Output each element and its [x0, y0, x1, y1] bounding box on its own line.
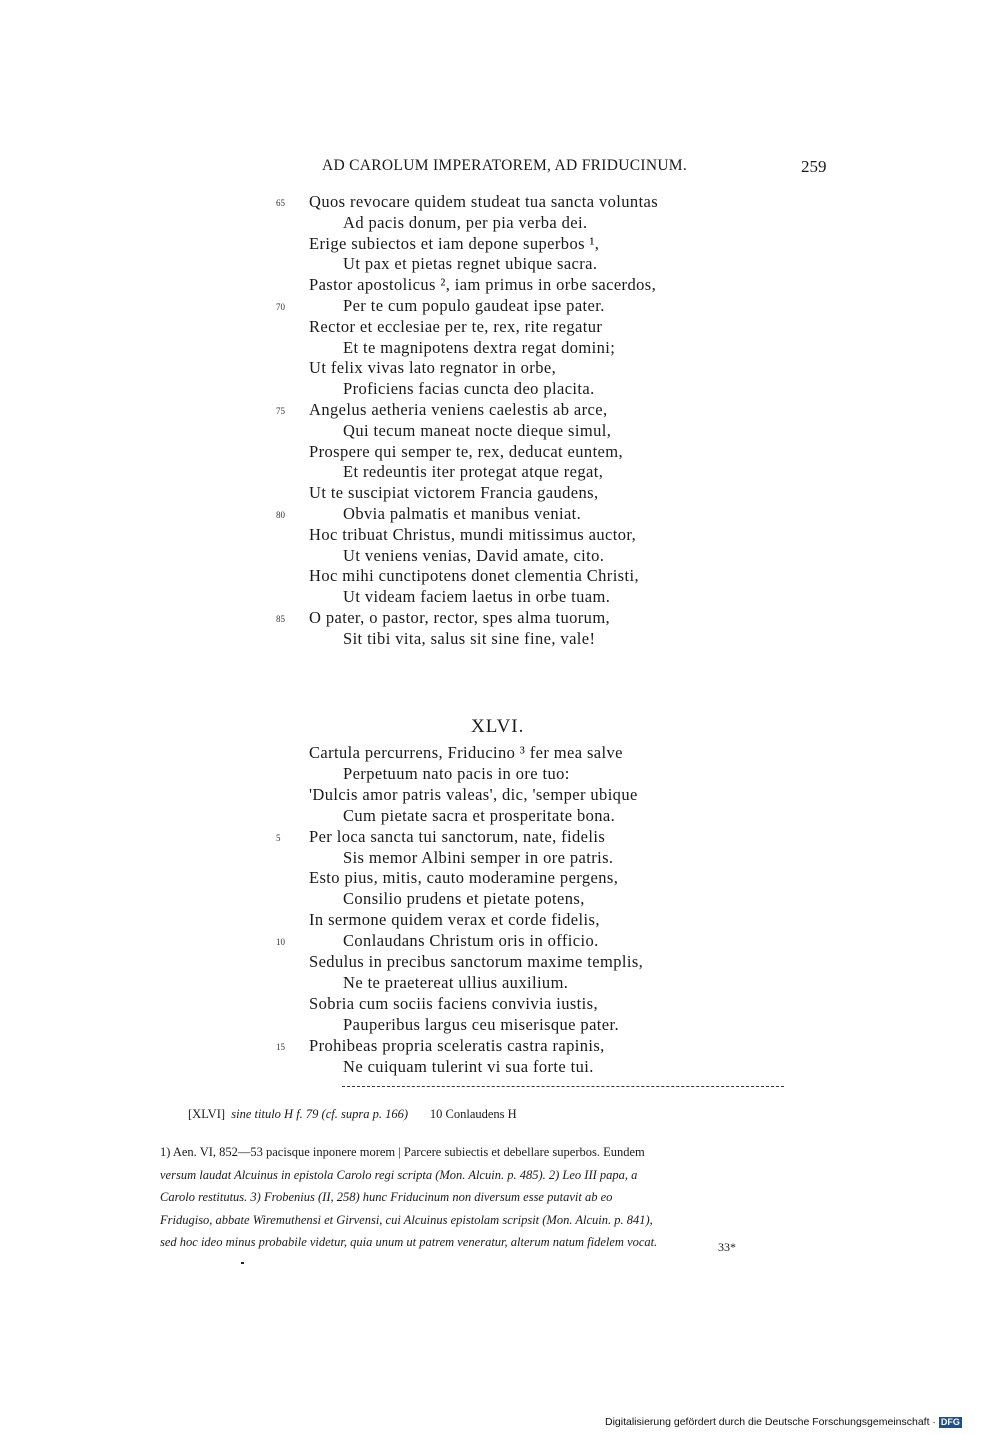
page-number: 259 — [801, 157, 827, 176]
verse-line: Pastor apostolicus ², iam primus in orbe sacerdos, — [309, 275, 657, 295]
line-number: 5 — [276, 832, 281, 843]
footnote-line: Carolo restitutus. 3) Frobenius (II, 258) hunc Friducinum non diversum esse putavit ab eo — [160, 1190, 613, 1204]
verse-line: Et te magnipotens dextra regat domini; — [343, 337, 616, 357]
verse-line: Et redeuntis iter protegat atque regat, — [343, 462, 604, 482]
verse-line: In sermone quidem verax et corde fidelis, — [309, 910, 600, 930]
verse-line: Ut felix vivas lato regnator in orbe, — [309, 358, 557, 378]
footnote-line: Fridugiso, abbate Wiremuthensi et Girvensi, cui Alcuinus epistolam scripsit (Mon. Alcuin. p. 841), — [160, 1212, 653, 1227]
running-header-title: AD CAROLUM IMPERATOREM, AD FRIDUCINUM. — [322, 157, 688, 174]
verse-line: Perpetuum nato pacis in ore tuo: — [343, 763, 570, 783]
verse-line: Ad pacis donum, per pia verba dei. — [343, 212, 588, 232]
verse-line: Rector et ecclesiae per te, rex, rite regatur — [309, 316, 603, 336]
verse-line: Esto pius, mitis, cauto moderamine pergens, — [309, 868, 619, 888]
footnote-line: versum laudat Alcuinus in epistola Carolo regi scripta (Mon. Alcuin. p. 485). 2) Leo III papa, a — [160, 1167, 638, 1182]
line-number: 80 — [276, 510, 285, 520]
verse-line: Ut videam faciem laetus in orbe tuam. — [343, 587, 611, 607]
verse-line: 'Dulcis amor patris valeas', dic, 'semper ubique — [309, 784, 638, 804]
footnote-line: 1) Aen. VI, 852—53 pacisque inponere morem | Parcere subiectis et debellare superbos. Eundem — [160, 1145, 645, 1159]
dfg-logo: DFG — [940, 1416, 960, 1427]
verse-line: Per te cum populo gaudeat ipse pater. — [343, 296, 605, 315]
verse-line: Hoc tribuat Christus, mundi mitissimus auctor, — [309, 524, 637, 544]
poem-title: XLVI. — [471, 716, 525, 737]
verse-line: Sobria cum sociis faciens convivia iustis, — [309, 993, 599, 1013]
critical-apparatus — [188, 1107, 517, 1122]
verse-line: Obvia palmatis et manibus veniat. — [343, 504, 582, 523]
line-number: 65 — [276, 198, 285, 208]
line-number: 75 — [276, 406, 285, 416]
verse-line: Quos revocare quidem studeat tua sancta voluntas — [309, 192, 659, 211]
verse-line: Prospere qui semper te, rex, deducat euntem, — [309, 441, 624, 461]
verse-line: Proficiens facias cuncta deo placita. — [343, 379, 595, 399]
verse-line: Ut te suscipiat victorem Francia gaudens, — [309, 483, 599, 503]
footnote-line: sed hoc ideo minus probabile videtur, quia unum ut patrem veneratur, alterum natum fidelem vocat. — [160, 1235, 658, 1249]
verse-line: Sit tibi vita, salus sit sine fine, vale! — [343, 628, 596, 648]
verse-line: Qui tecum maneat nocte dieque simul, — [343, 420, 612, 440]
verse-line: Sis memor Albini semper in ore patris. — [343, 847, 614, 867]
line-number: 10 — [276, 937, 285, 948]
verse-line: Ut pax et pietas regnet ubique sacra. — [343, 254, 598, 274]
funding-credit — [605, 1416, 962, 1428]
footnote-divider — [342, 1086, 784, 1087]
verse-line: Prohibeas propria sceleratis castra rapinis, — [309, 1035, 605, 1055]
verse-line: Cum pietate sacra et prosperitate bona. — [343, 805, 616, 825]
verse-line: Erige subiectos et iam depone superbos ¹, — [309, 233, 600, 253]
print-mark — [241, 1262, 244, 1264]
funding-text: Digitalisierung gefördert durch die Deutsche Forschungsgemeinschaft · — [605, 1416, 936, 1428]
verse-line: Pauperibus largus ceu miserisque pater. — [343, 1014, 620, 1034]
footnotes — [160, 1141, 828, 1254]
apparatus-variant-note: 10 Conlaudens H — [429, 1107, 517, 1121]
line-number: 15 — [276, 1041, 285, 1052]
verse-line: Ne cuiquam tulerint vi sua forte tui. — [343, 1056, 594, 1076]
verse-line: Consilio prudens et pietate potens, — [343, 889, 585, 909]
verse-line: Ne te praetereat ullius auxilium. — [343, 972, 569, 992]
verse-line: Cartula percurrens, Friducino ³ fer mea salve — [309, 743, 623, 762]
verse-line: Angelus aetheria veniens caelestis ab arce, — [309, 400, 608, 419]
verse-line: Hoc mihi cunctipotens donet clementia Christi, — [309, 566, 639, 586]
verse-line: O pater, o pastor, rector, spes alma tuorum, — [309, 608, 611, 627]
apparatus-source-note: sine titulo H f. 79 (cf. supra p. 166) — [231, 1107, 409, 1121]
verse-line: Conlaudans Christum oris in officio. — [343, 931, 599, 951]
apparatus-siglum: [XLVI] — [188, 1107, 226, 1121]
line-number: 85 — [276, 614, 285, 624]
line-number: 70 — [276, 302, 285, 312]
verse-line: Ut veniens venias, David amate, cito. — [343, 545, 605, 565]
signature-mark: 33* — [718, 1240, 736, 1254]
verse-line: Sedulus in precibus sanctorum maxime templis, — [309, 952, 644, 971]
verse-line: Per loca sancta tui sanctorum, nate, fidelis — [309, 826, 606, 846]
